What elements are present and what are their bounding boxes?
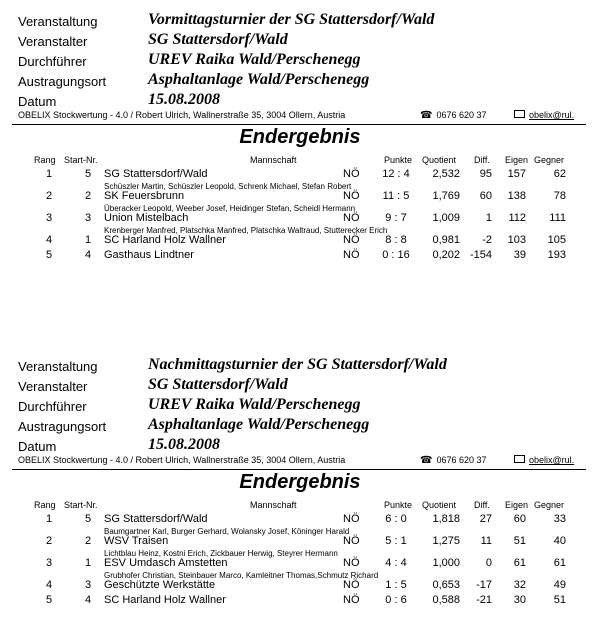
cell-land: NÖ xyxy=(343,212,360,224)
veranstalter-value: SG Stattersdorf/Wald xyxy=(148,31,288,48)
veranstalter-label: Veranstalter xyxy=(18,379,88,394)
cell-land: NÖ xyxy=(343,513,360,525)
email-link[interactable]: obelix@rul. xyxy=(529,110,575,120)
cell-quotient: 0,981 xyxy=(432,234,460,246)
durchfuehrer-value: UREV Raika Wald/Perschenegg xyxy=(148,396,361,413)
info-row-veranstalter xyxy=(0,30,600,52)
cell-land: NÖ xyxy=(343,249,360,261)
col-header-eigen: Eigen xyxy=(505,500,529,510)
cell-team: WSV Traisen xyxy=(104,535,169,547)
col-header-diff: Diff. xyxy=(474,155,490,165)
col-header-diff: Diff. xyxy=(474,500,490,510)
veranstaltung-label: Veranstaltung xyxy=(18,359,98,374)
separator-line xyxy=(12,469,586,470)
cell-land: NÖ xyxy=(343,535,360,547)
cell-rang: 3 xyxy=(45,212,53,224)
col-header-punkte: Punkte xyxy=(384,155,413,165)
cell-rang: 2 xyxy=(45,190,53,202)
austragungsort-label: Austragungsort xyxy=(18,74,107,89)
tournament-block-afternoon xyxy=(0,345,600,619)
cell-team: Geschützte Werkstätte xyxy=(104,579,216,591)
cell-punkte: 4 : 4 xyxy=(385,557,407,569)
col-header-team: Mannschaft xyxy=(250,500,297,510)
cell-quotient: 0,588 xyxy=(432,594,460,606)
result-title: Endergebnis xyxy=(239,471,361,493)
team-players: Grubhofer Christian, Steinbauer Marco, Kamleitner Thomas,Schmutz Richard xyxy=(104,571,379,580)
envelope-icon xyxy=(514,455,525,463)
cell-diff: 95 xyxy=(479,168,492,180)
cell-start: 2 xyxy=(84,535,92,547)
cell-diff: -154 xyxy=(469,249,492,261)
tournament-block-morning xyxy=(0,0,600,300)
cell-punkte: 1 : 5 xyxy=(385,579,407,591)
info-row-veranstaltung xyxy=(0,10,600,32)
cell-rang: 1 xyxy=(45,513,53,525)
cell-diff: 60 xyxy=(479,190,492,202)
cell-start: 2 xyxy=(84,190,92,202)
cell-punkte: 6 : 0 xyxy=(385,513,407,525)
cell-eigen: 30 xyxy=(513,594,526,606)
phone-icon: ☎ xyxy=(420,110,433,121)
cell-start: 4 xyxy=(84,249,92,261)
info-row-durchfuehrer xyxy=(0,50,600,72)
phone-contact xyxy=(420,110,487,121)
cell-eigen: 32 xyxy=(513,579,526,591)
datum-label: Datum xyxy=(18,439,57,454)
col-header-start: Start-Nr. xyxy=(64,500,98,510)
cell-start: 1 xyxy=(84,234,92,246)
cell-gegner: 49 xyxy=(553,579,566,591)
info-row-austragungsort xyxy=(0,70,600,92)
cell-eigen: 157 xyxy=(507,168,526,180)
col-header-team: Mannschaft xyxy=(250,155,297,165)
cell-land: NÖ xyxy=(343,168,360,180)
cell-diff: -17 xyxy=(476,579,492,591)
cell-diff: 11 xyxy=(480,535,492,547)
cell-land: NÖ xyxy=(343,594,360,606)
cell-eigen: 60 xyxy=(513,513,526,525)
cell-quotient: 1,009 xyxy=(432,212,460,224)
result-title: Endergebnis xyxy=(239,126,361,148)
cell-diff: 0 xyxy=(485,557,492,569)
col-header-eigen: Eigen xyxy=(505,155,529,165)
cell-gegner: 193 xyxy=(547,249,566,261)
phone-number: 0676 620 37 xyxy=(436,110,487,120)
col-header-quotient: Quotient xyxy=(422,500,457,510)
software-footer xyxy=(0,108,600,124)
cell-punkte: 5 : 1 xyxy=(385,535,407,547)
email-link[interactable]: obelix@rul. xyxy=(529,455,575,465)
cell-gegner: 51 xyxy=(553,594,566,606)
cell-team: SG Stattersdorf/Wald xyxy=(104,513,208,525)
cell-eigen: 61 xyxy=(513,557,526,569)
cell-gegner: 105 xyxy=(547,234,566,246)
phone-number: 0676 620 37 xyxy=(436,455,487,465)
cell-gegner: 33 xyxy=(553,513,566,525)
info-row-austragungsort xyxy=(0,415,600,437)
software-footer xyxy=(0,453,600,469)
datum-value: 15.08.2008 xyxy=(148,436,220,453)
cell-team: ESV Umdasch Amstetten xyxy=(104,557,228,569)
cell-rang: 1 xyxy=(45,168,53,180)
cell-team: Gasthaus Lindtner xyxy=(104,249,194,261)
col-header-rang: Rang xyxy=(34,155,56,165)
cell-diff: -21 xyxy=(476,594,492,606)
cell-eigen: 51 xyxy=(513,535,526,547)
austragungsort-label: Austragungsort xyxy=(18,419,107,434)
col-header-gegner: Gegner xyxy=(534,155,565,165)
col-header-gegner: Gegner xyxy=(534,500,565,510)
cell-quotient: 1,818 xyxy=(432,513,460,525)
team-players: Schüszler Martin, Schüszler Leopold, Schrenk Michael, Stefan Robert xyxy=(104,182,352,191)
cell-team: SC Harland Holz Wallner xyxy=(104,234,226,246)
cell-start: 5 xyxy=(84,513,92,525)
software-credit: OBELIX Stockwertung - 4.0 / Robert Ulrich, Wallnerstraße 35, 3004 Ollern, Austria xyxy=(18,455,346,465)
veranstaltung-label: Veranstaltung xyxy=(18,14,98,29)
cell-diff: 1 xyxy=(485,212,492,224)
cell-quotient: 2,532 xyxy=(432,168,460,180)
austragungsort-value: Asphaltanlage Wald/Perschenegg xyxy=(148,71,370,88)
cell-gegner: 61 xyxy=(553,557,566,569)
email-contact xyxy=(514,455,574,465)
info-row-veranstalter xyxy=(0,375,600,397)
veranstalter-value: SG Stattersdorf/Wald xyxy=(148,376,288,393)
cell-rang: 4 xyxy=(45,579,53,591)
cell-team: SG Stattersdorf/Wald xyxy=(104,168,208,180)
cell-punkte: 11 : 5 xyxy=(382,190,410,202)
veranstaltung-value: Nachmittagsturnier der SG Stattersdorf/Wald xyxy=(148,356,447,373)
cell-gegner: 40 xyxy=(553,535,566,547)
cell-diff: -2 xyxy=(482,234,492,246)
cell-land: NÖ xyxy=(343,190,360,202)
cell-team: Union Mistelbach xyxy=(104,212,189,224)
veranstalter-label: Veranstalter xyxy=(18,34,88,49)
cell-quotient: 1,000 xyxy=(432,557,460,569)
cell-rang: 4 xyxy=(45,234,53,246)
cell-rang: 5 xyxy=(45,594,53,606)
email-contact xyxy=(514,110,574,120)
cell-quotient: 1,769 xyxy=(432,190,460,202)
team-players: Überacker Leopold, Weeber Josef, Heidinger Stefan, Scheidl Hermann xyxy=(104,204,356,213)
envelope-icon xyxy=(514,110,525,118)
cell-start: 3 xyxy=(84,579,92,591)
cell-quotient: 0,653 xyxy=(432,579,460,591)
durchfuehrer-value: UREV Raika Wald/Perschenegg xyxy=(148,51,361,68)
cell-start: 3 xyxy=(84,212,92,224)
cell-team: SC Harland Holz Wallner xyxy=(104,594,226,606)
cell-rang: 5 xyxy=(45,249,53,261)
info-row-durchfuehrer xyxy=(0,395,600,417)
cell-eigen: 138 xyxy=(507,190,526,202)
austragungsort-value: Asphaltanlage Wald/Perschenegg xyxy=(148,416,370,433)
team-players: Krenberger Manfred, Platschka Manfred, Platschka Waltraud, Stutterecker Erich xyxy=(104,226,388,235)
durchfuehrer-label: Durchführer xyxy=(18,54,87,69)
team-players: Baumgartner Karl, Burger Gerhard, Wolansky Josef, Köninger Harald xyxy=(104,527,350,536)
cell-land: NÖ xyxy=(343,579,360,591)
phone-icon: ☎ xyxy=(420,455,433,466)
cell-start: 4 xyxy=(84,594,92,606)
cell-start: 5 xyxy=(84,168,92,180)
col-header-quotient: Quotient xyxy=(422,155,457,165)
info-row-veranstaltung xyxy=(0,355,600,377)
phone-contact xyxy=(420,455,487,466)
separator-line xyxy=(12,124,586,125)
cell-rang: 3 xyxy=(45,557,53,569)
cell-gegner: 62 xyxy=(553,168,566,180)
cell-punkte: 9 : 7 xyxy=(385,212,407,224)
cell-punkte: 8 : 8 xyxy=(385,234,407,246)
cell-punkte: 0 : 6 xyxy=(385,594,407,606)
col-header-rang: Rang xyxy=(34,500,56,510)
cell-quotient: 1,275 xyxy=(432,535,460,547)
col-header-start: Start-Nr. xyxy=(64,155,98,165)
cell-eigen: 112 xyxy=(508,212,526,224)
cell-eigen: 103 xyxy=(507,234,526,246)
cell-quotient: 0,202 xyxy=(432,249,460,261)
cell-gegner: 111 xyxy=(549,212,566,224)
durchfuehrer-label: Durchführer xyxy=(18,399,87,414)
cell-start: 1 xyxy=(84,557,92,569)
veranstaltung-value: Vormittagsturnier der SG Stattersdorf/Wald xyxy=(148,11,435,28)
cell-eigen: 39 xyxy=(513,249,526,261)
col-header-punkte: Punkte xyxy=(384,500,413,510)
cell-punkte: 0 : 16 xyxy=(382,249,410,261)
cell-land: NÖ xyxy=(343,234,360,246)
cell-gegner: 78 xyxy=(553,190,566,202)
datum-value: 15.08.2008 xyxy=(148,91,220,108)
cell-diff: 27 xyxy=(479,513,492,525)
cell-team: SK Feuersbrunn xyxy=(104,190,185,202)
cell-rang: 2 xyxy=(45,535,53,547)
datum-label: Datum xyxy=(18,94,57,109)
team-players: Lichtblau Heinz, Kostni Erich, Zickbauer Herwig, Steyrer Hermann xyxy=(104,549,338,558)
software-credit: OBELIX Stockwertung - 4.0 / Robert Ulrich, Wallnerstraße 35, 3004 Ollern, Austria xyxy=(18,110,346,120)
cell-punkte: 12 : 4 xyxy=(382,168,410,180)
cell-land: NÖ xyxy=(343,557,360,569)
